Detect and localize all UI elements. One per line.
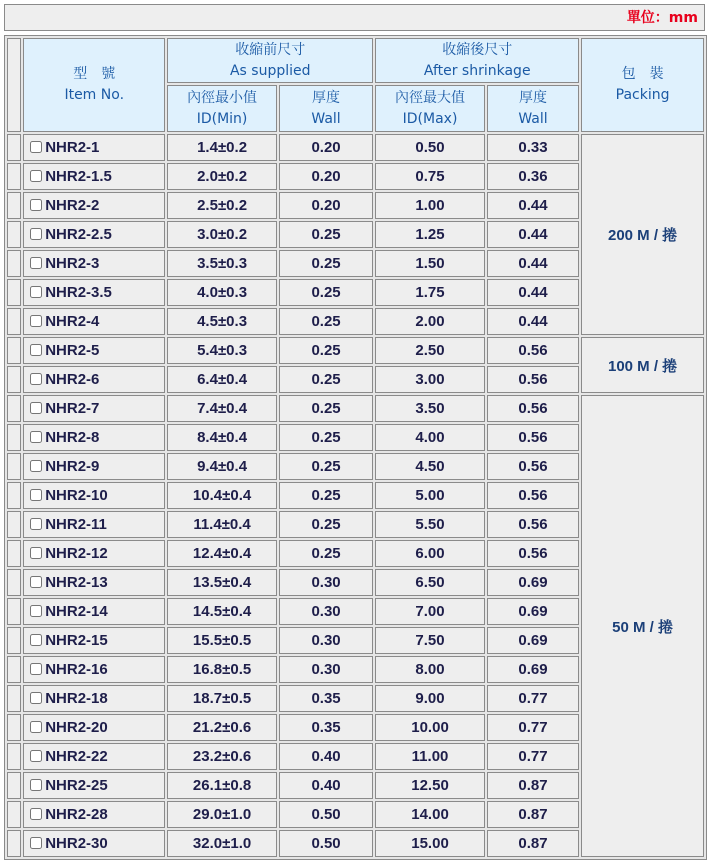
id-max-cell: 5.50	[375, 511, 485, 538]
wall-before-cell: 0.30	[279, 656, 373, 683]
wall-before-cell: 0.25	[279, 511, 373, 538]
item-checkbox[interactable]	[30, 460, 42, 472]
row-stub	[7, 279, 21, 306]
item-checkbox[interactable]	[30, 605, 42, 617]
wall-before-cell: 0.20	[279, 134, 373, 161]
item-cell	[23, 366, 165, 393]
item-cell	[23, 395, 165, 422]
item-checkbox[interactable]	[30, 228, 42, 240]
id-max-cell: 14.00	[375, 801, 485, 828]
item-label: NHR2-9	[45, 458, 100, 475]
item-cell	[23, 482, 165, 509]
row-stub	[7, 772, 21, 799]
item-label: NHR2-25	[45, 777, 108, 794]
item-checkbox[interactable]	[30, 286, 42, 298]
id-min-cell: 32.0±1.0	[167, 830, 277, 857]
after-header-en: After shrinkage	[423, 62, 531, 79]
id-max-cell: 1.25	[375, 221, 485, 248]
id-max-cell: 5.00	[375, 482, 485, 509]
id-max-cell: 9.00	[375, 685, 485, 712]
id-min-cell: 29.0±1.0	[167, 801, 277, 828]
item-cell	[23, 598, 165, 625]
item-header-zh: 型 號	[73, 66, 116, 82]
wall-after-cell: 0.56	[487, 395, 579, 422]
row-stub	[7, 801, 21, 828]
id-max-cell: 7.00	[375, 598, 485, 625]
wall-before-cell: 0.40	[279, 743, 373, 770]
after-header-zh: 收縮後尺寸	[442, 41, 513, 58]
item-checkbox[interactable]	[30, 344, 42, 356]
id-min-cell: 18.7±0.5	[167, 685, 277, 712]
id-min-cell: 14.5±0.4	[167, 598, 277, 625]
item-cell	[23, 830, 165, 857]
id-max-header	[375, 85, 485, 132]
row-stub	[7, 192, 21, 219]
id-min-cell: 8.4±0.4	[167, 424, 277, 451]
wall-after-cell: 0.44	[487, 192, 579, 219]
row-stub	[7, 453, 21, 480]
table-row	[7, 337, 704, 364]
row-stub	[7, 598, 21, 625]
item-label: NHR2-5	[45, 342, 100, 359]
item-cell	[23, 772, 165, 799]
wall-after-cell: 0.56	[487, 366, 579, 393]
wall-before-cell: 0.35	[279, 714, 373, 741]
item-checkbox[interactable]	[30, 576, 42, 588]
item-checkbox[interactable]	[30, 170, 42, 182]
item-label: NHR2-8	[45, 429, 100, 446]
id-min-header-zh: 內徑最小值	[187, 89, 258, 106]
id-min-cell: 16.8±0.5	[167, 656, 277, 683]
id-max-cell: 6.00	[375, 540, 485, 567]
row-stub	[7, 366, 21, 393]
wall-before-cell: 0.25	[279, 250, 373, 277]
wall-after-header-zh: 厚度	[519, 89, 547, 106]
wall-after-cell: 0.69	[487, 627, 579, 654]
id-max-cell: 1.75	[375, 279, 485, 306]
wall-before-cell: 0.25	[279, 395, 373, 422]
row-stub	[7, 656, 21, 683]
item-label: NHR2-1.5	[45, 168, 112, 185]
item-checkbox[interactable]	[30, 808, 42, 820]
item-label: NHR2-6	[45, 371, 100, 388]
id-min-cell: 15.5±0.5	[167, 627, 277, 654]
wall-after-cell: 0.69	[487, 569, 579, 596]
id-max-cell: 0.50	[375, 134, 485, 161]
item-cell	[23, 192, 165, 219]
wall-after-cell: 0.87	[487, 772, 579, 799]
item-cell	[23, 569, 165, 596]
item-label: NHR2-2.5	[45, 226, 112, 243]
id-max-cell: 7.50	[375, 627, 485, 654]
id-min-cell: 10.4±0.4	[167, 482, 277, 509]
item-label: NHR2-20	[45, 719, 108, 736]
row-stub	[7, 540, 21, 567]
wall-after-header-en: Wall	[518, 110, 548, 127]
packing-cell: 200 M / 捲	[581, 134, 704, 335]
id-max-cell: 10.00	[375, 714, 485, 741]
item-cell	[23, 163, 165, 190]
wall-after-cell: 0.56	[487, 337, 579, 364]
id-max-cell: 0.75	[375, 163, 485, 190]
item-label: NHR2-4	[45, 313, 100, 330]
packing-cell: 100 M / 捲	[581, 337, 704, 393]
id-min-cell: 6.4±0.4	[167, 366, 277, 393]
wall-before-cell: 0.40	[279, 772, 373, 799]
item-header-en: Item No.	[64, 87, 125, 103]
item-cell	[23, 250, 165, 277]
item-checkbox[interactable]	[30, 257, 42, 269]
id-min-cell: 12.4±0.4	[167, 540, 277, 567]
wall-after-cell: 0.44	[487, 250, 579, 277]
wall-before-cell: 0.25	[279, 308, 373, 335]
id-min-cell: 1.4±0.2	[167, 134, 277, 161]
wall-after-cell: 0.44	[487, 279, 579, 306]
packing-header-en: Packing	[615, 87, 670, 103]
row-stub	[7, 250, 21, 277]
id-max-cell: 6.50	[375, 569, 485, 596]
item-cell	[23, 308, 165, 335]
wall-after-cell: 0.36	[487, 163, 579, 190]
item-checkbox[interactable]	[30, 373, 42, 385]
wall-before-cell: 0.25	[279, 453, 373, 480]
id-min-cell: 2.0±0.2	[167, 163, 277, 190]
item-label: NHR2-13	[45, 574, 108, 591]
wall-before-cell: 0.35	[279, 685, 373, 712]
header-row-top	[7, 38, 704, 83]
id-max-cell: 8.00	[375, 656, 485, 683]
id-max-cell: 11.00	[375, 743, 485, 770]
item-checkbox[interactable]	[30, 402, 42, 414]
wall-before-header-zh: 厚度	[312, 89, 341, 106]
row-stub	[7, 714, 21, 741]
item-label: NHR2-30	[45, 835, 108, 852]
item-checkbox[interactable]	[30, 837, 42, 849]
packing-header-zh: 包 裝	[621, 66, 664, 82]
item-cell	[23, 134, 165, 161]
stub-header	[7, 38, 21, 132]
item-label: NHR2-3.5	[45, 284, 112, 301]
wall-after-cell: 0.77	[487, 714, 579, 741]
id-min-header	[167, 85, 277, 132]
id-max-cell: 12.50	[375, 772, 485, 799]
item-cell	[23, 279, 165, 306]
item-checkbox[interactable]	[30, 750, 42, 762]
id-max-cell: 4.50	[375, 453, 485, 480]
item-cell	[23, 685, 165, 712]
wall-before-cell: 0.20	[279, 163, 373, 190]
id-min-cell: 9.4±0.4	[167, 453, 277, 480]
id-max-cell: 3.00	[375, 366, 485, 393]
wall-before-cell: 0.20	[279, 192, 373, 219]
wall-after-cell: 0.33	[487, 134, 579, 161]
wall-before-header-en: Wall	[311, 110, 341, 127]
wall-after-cell: 0.77	[487, 685, 579, 712]
item-label: NHR2-10	[45, 487, 108, 504]
table-row	[7, 395, 704, 422]
before-header-en: As supplied	[229, 62, 311, 79]
row-stub	[7, 134, 21, 161]
item-checkbox[interactable]	[30, 489, 42, 501]
id-min-cell: 3.0±0.2	[167, 221, 277, 248]
packing-header	[581, 38, 704, 132]
wall-after-cell: 0.56	[487, 540, 579, 567]
wall-before-cell: 0.30	[279, 569, 373, 596]
id-min-cell: 21.2±0.6	[167, 714, 277, 741]
table-row	[7, 134, 704, 161]
wall-before-cell: 0.25	[279, 424, 373, 451]
item-checkbox[interactable]	[30, 692, 42, 704]
item-checkbox[interactable]	[30, 663, 42, 675]
item-label: NHR2-2	[45, 197, 100, 214]
row-stub	[7, 830, 21, 857]
item-label: NHR2-3	[45, 255, 100, 272]
wall-before-cell: 0.25	[279, 221, 373, 248]
item-checkbox[interactable]	[30, 547, 42, 559]
id-max-header-en: ID(Max)	[402, 110, 458, 127]
wall-after-cell: 0.56	[487, 424, 579, 451]
item-label: NHR2-14	[45, 603, 108, 620]
row-stub	[7, 627, 21, 654]
item-cell	[23, 627, 165, 654]
wall-before-cell: 0.25	[279, 366, 373, 393]
after-header	[375, 38, 579, 83]
spec-table-body	[7, 38, 704, 857]
wall-after-cell: 0.77	[487, 743, 579, 770]
item-cell	[23, 656, 165, 683]
unit-bar	[4, 4, 705, 31]
wall-before-cell: 0.50	[279, 830, 373, 857]
item-label: NHR2-16	[45, 661, 108, 678]
wall-after-cell: 0.87	[487, 830, 579, 857]
id-min-cell: 5.4±0.3	[167, 337, 277, 364]
item-label: NHR2-18	[45, 690, 108, 707]
item-cell	[23, 511, 165, 538]
item-checkbox[interactable]	[30, 431, 42, 443]
wall-before-cell: 0.25	[279, 482, 373, 509]
wall-after-cell: 0.87	[487, 801, 579, 828]
item-label: NHR2-28	[45, 806, 108, 823]
item-checkbox[interactable]	[30, 721, 42, 733]
id-min-cell: 4.0±0.3	[167, 279, 277, 306]
row-stub	[7, 395, 21, 422]
wall-before-cell: 0.25	[279, 337, 373, 364]
id-min-cell: 26.1±0.8	[167, 772, 277, 799]
id-min-header-en: ID(Min)	[196, 110, 248, 127]
item-cell	[23, 801, 165, 828]
item-checkbox[interactable]	[30, 315, 42, 327]
row-stub	[7, 743, 21, 770]
item-label: NHR2-7	[45, 400, 100, 417]
item-cell	[23, 453, 165, 480]
before-header-zh: 收縮前尺寸	[235, 41, 306, 58]
packing-cell: 50 M / 捲	[581, 395, 704, 857]
id-min-cell: 7.4±0.4	[167, 395, 277, 422]
before-header	[167, 38, 373, 83]
spec-table	[4, 35, 707, 860]
wall-before-cell: 0.25	[279, 540, 373, 567]
id-min-cell: 13.5±0.4	[167, 569, 277, 596]
wall-after-cell: 0.69	[487, 598, 579, 625]
row-stub	[7, 424, 21, 451]
id-max-cell: 2.00	[375, 308, 485, 335]
wall-before-header	[279, 85, 373, 132]
wall-after-cell: 0.44	[487, 221, 579, 248]
item-label: NHR2-11	[45, 516, 107, 533]
item-cell	[23, 714, 165, 741]
unit-label: 單位：mm	[626, 10, 698, 26]
id-min-cell: 11.4±0.4	[167, 511, 277, 538]
wall-after-cell: 0.56	[487, 482, 579, 509]
item-cell	[23, 221, 165, 248]
item-label: NHR2-15	[45, 632, 108, 649]
wall-after-cell: 0.56	[487, 511, 579, 538]
row-stub	[7, 308, 21, 335]
id-max-cell: 1.50	[375, 250, 485, 277]
item-checkbox[interactable]	[30, 779, 42, 791]
row-stub	[7, 569, 21, 596]
item-cell	[23, 540, 165, 567]
row-stub	[7, 482, 21, 509]
wall-before-cell: 0.30	[279, 598, 373, 625]
wall-before-cell: 0.25	[279, 279, 373, 306]
id-min-cell: 4.5±0.3	[167, 308, 277, 335]
row-stub	[7, 337, 21, 364]
item-cell	[23, 424, 165, 451]
id-max-cell: 15.00	[375, 830, 485, 857]
id-min-cell: 23.2±0.6	[167, 743, 277, 770]
id-min-cell: 2.5±0.2	[167, 192, 277, 219]
wall-after-cell: 0.44	[487, 308, 579, 335]
wall-after-cell: 0.56	[487, 453, 579, 480]
item-label: NHR2-1	[45, 139, 100, 156]
item-checkbox[interactable]	[30, 518, 42, 530]
row-stub	[7, 163, 21, 190]
row-stub	[7, 685, 21, 712]
item-cell	[23, 743, 165, 770]
wall-before-cell: 0.50	[279, 801, 373, 828]
row-stub	[7, 221, 21, 248]
id-max-cell: 3.50	[375, 395, 485, 422]
wall-after-cell: 0.69	[487, 656, 579, 683]
item-header	[23, 38, 165, 132]
item-label: NHR2-22	[45, 748, 108, 765]
id-max-header-zh: 內徑最大值	[395, 89, 466, 106]
id-min-cell: 3.5±0.3	[167, 250, 277, 277]
wall-after-header	[487, 85, 579, 132]
id-max-cell: 2.50	[375, 337, 485, 364]
row-stub	[7, 511, 21, 538]
item-label: NHR2-12	[45, 545, 108, 562]
item-cell	[23, 337, 165, 364]
item-checkbox[interactable]	[30, 141, 42, 153]
item-checkbox[interactable]	[30, 634, 42, 646]
id-max-cell: 4.00	[375, 424, 485, 451]
wall-before-cell: 0.30	[279, 627, 373, 654]
item-checkbox[interactable]	[30, 199, 42, 211]
id-max-cell: 1.00	[375, 192, 485, 219]
